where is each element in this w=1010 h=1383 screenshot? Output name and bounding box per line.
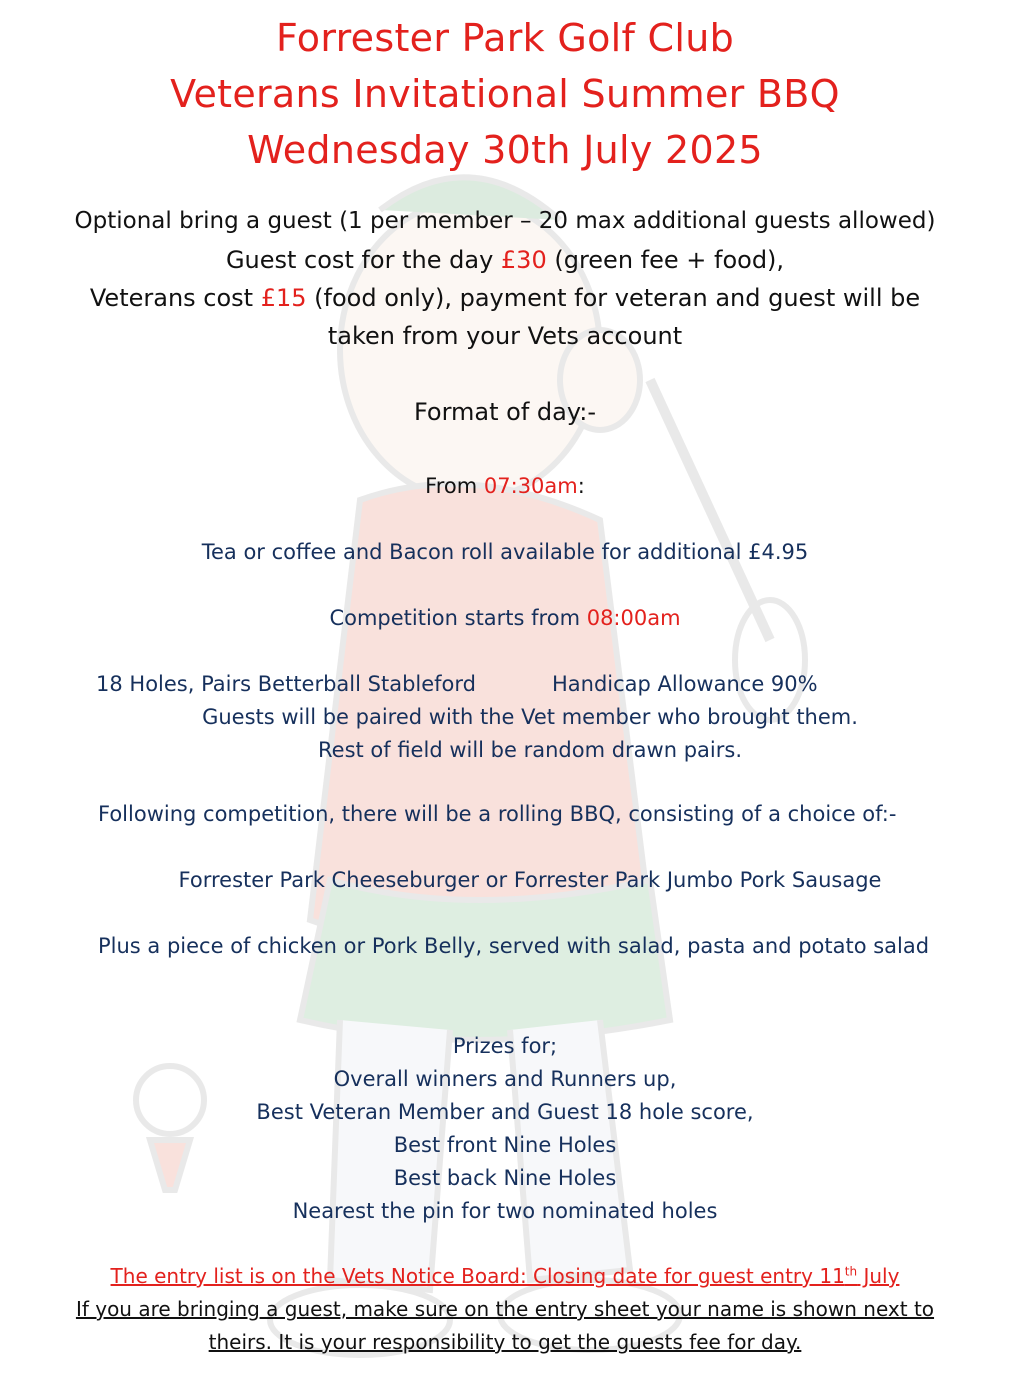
- guest-cost-note: (green fee + food),: [546, 246, 785, 274]
- bbq-intro-text: Following competition, there will be a rolling BBQ, consisting of a choice of:-: [98, 802, 897, 826]
- random-pairing-text: Rest of field will be random drawn pairs.: [318, 738, 742, 762]
- breakfast-text: Tea or coffee and Bacon roll available for additional £4.95: [201, 540, 809, 564]
- prize-item: Nearest the pin for two nominated holes: [292, 1199, 718, 1223]
- entry-date-suffix: th: [844, 1264, 858, 1279]
- bbq-mains-text: Forrester Park Cheeseburger or Forrester Park Jumbo Pork Sausage: [178, 868, 882, 892]
- start-time-label: From: [425, 474, 484, 498]
- entry-list-notice: [0, 1264, 1010, 1288]
- guest-cost-label: Guest cost for the day: [225, 246, 501, 274]
- prize-item: Best back Nine Holes: [393, 1166, 617, 1190]
- veteran-cost-price: £15: [260, 284, 307, 312]
- format-heading: Format of day:-: [413, 398, 597, 426]
- bbq-sides-text: Plus a piece of chicken or Pork Belly, served with salad, pasta and potato salad: [98, 934, 930, 958]
- start-time-value: 07:30am: [483, 474, 578, 498]
- start-time-suffix: :: [577, 474, 585, 498]
- entry-notice-text: The entry list is on the Vets Notice Board: Closing date for guest entry 11: [110, 1264, 845, 1288]
- competition-type-text: 18 Holes, Pairs Betterball Stableford: [96, 672, 476, 696]
- guest-entry-note-line1: If you are bringing a guest, make sure on the entry sheet your name is shown next to: [75, 1297, 935, 1321]
- guest-cost-price: £30: [500, 246, 547, 274]
- event-date-heading: Wednesday 30th July 2025: [247, 128, 763, 172]
- club-name-heading: Forrester Park Golf Club: [275, 16, 735, 60]
- veteran-cost-text: [0, 284, 1010, 312]
- prize-item: Overall winners and Runners up,: [333, 1067, 677, 1091]
- veteran-cost-label: Veterans cost: [89, 284, 261, 312]
- prize-item: Best Veteran Member and Guest 18 hole score,: [256, 1100, 754, 1124]
- competition-start-time: 08:00am: [586, 606, 681, 630]
- prize-item: Best front Nine Holes: [393, 1133, 617, 1157]
- payment-account-text: taken from your Vets account: [327, 322, 683, 350]
- guest-pairing-text: Guests will be paired with the Vet member who brought them.: [202, 705, 858, 729]
- competition-start-label: Competition starts from: [329, 606, 587, 630]
- prizes-heading: Prizes for;: [452, 1034, 558, 1058]
- veteran-cost-note: (food only), payment for veteran and guest will be: [306, 284, 921, 312]
- guest-entry-note-line2: theirs. It is your responsibility to get the guests fee for day.: [208, 1330, 802, 1354]
- competition-start-text: [0, 606, 1010, 630]
- guest-cost-text: [0, 246, 1010, 274]
- guest-allowance-text: Optional bring a guest (1 per member – 20 max additional guests allowed): [74, 208, 936, 234]
- entry-month: July: [857, 1264, 900, 1288]
- event-name-heading: Veterans Invitational Summer BBQ: [170, 72, 840, 116]
- handicap-allowance-text: Handicap Allowance 90%: [552, 672, 818, 696]
- start-time-text: [0, 474, 1010, 498]
